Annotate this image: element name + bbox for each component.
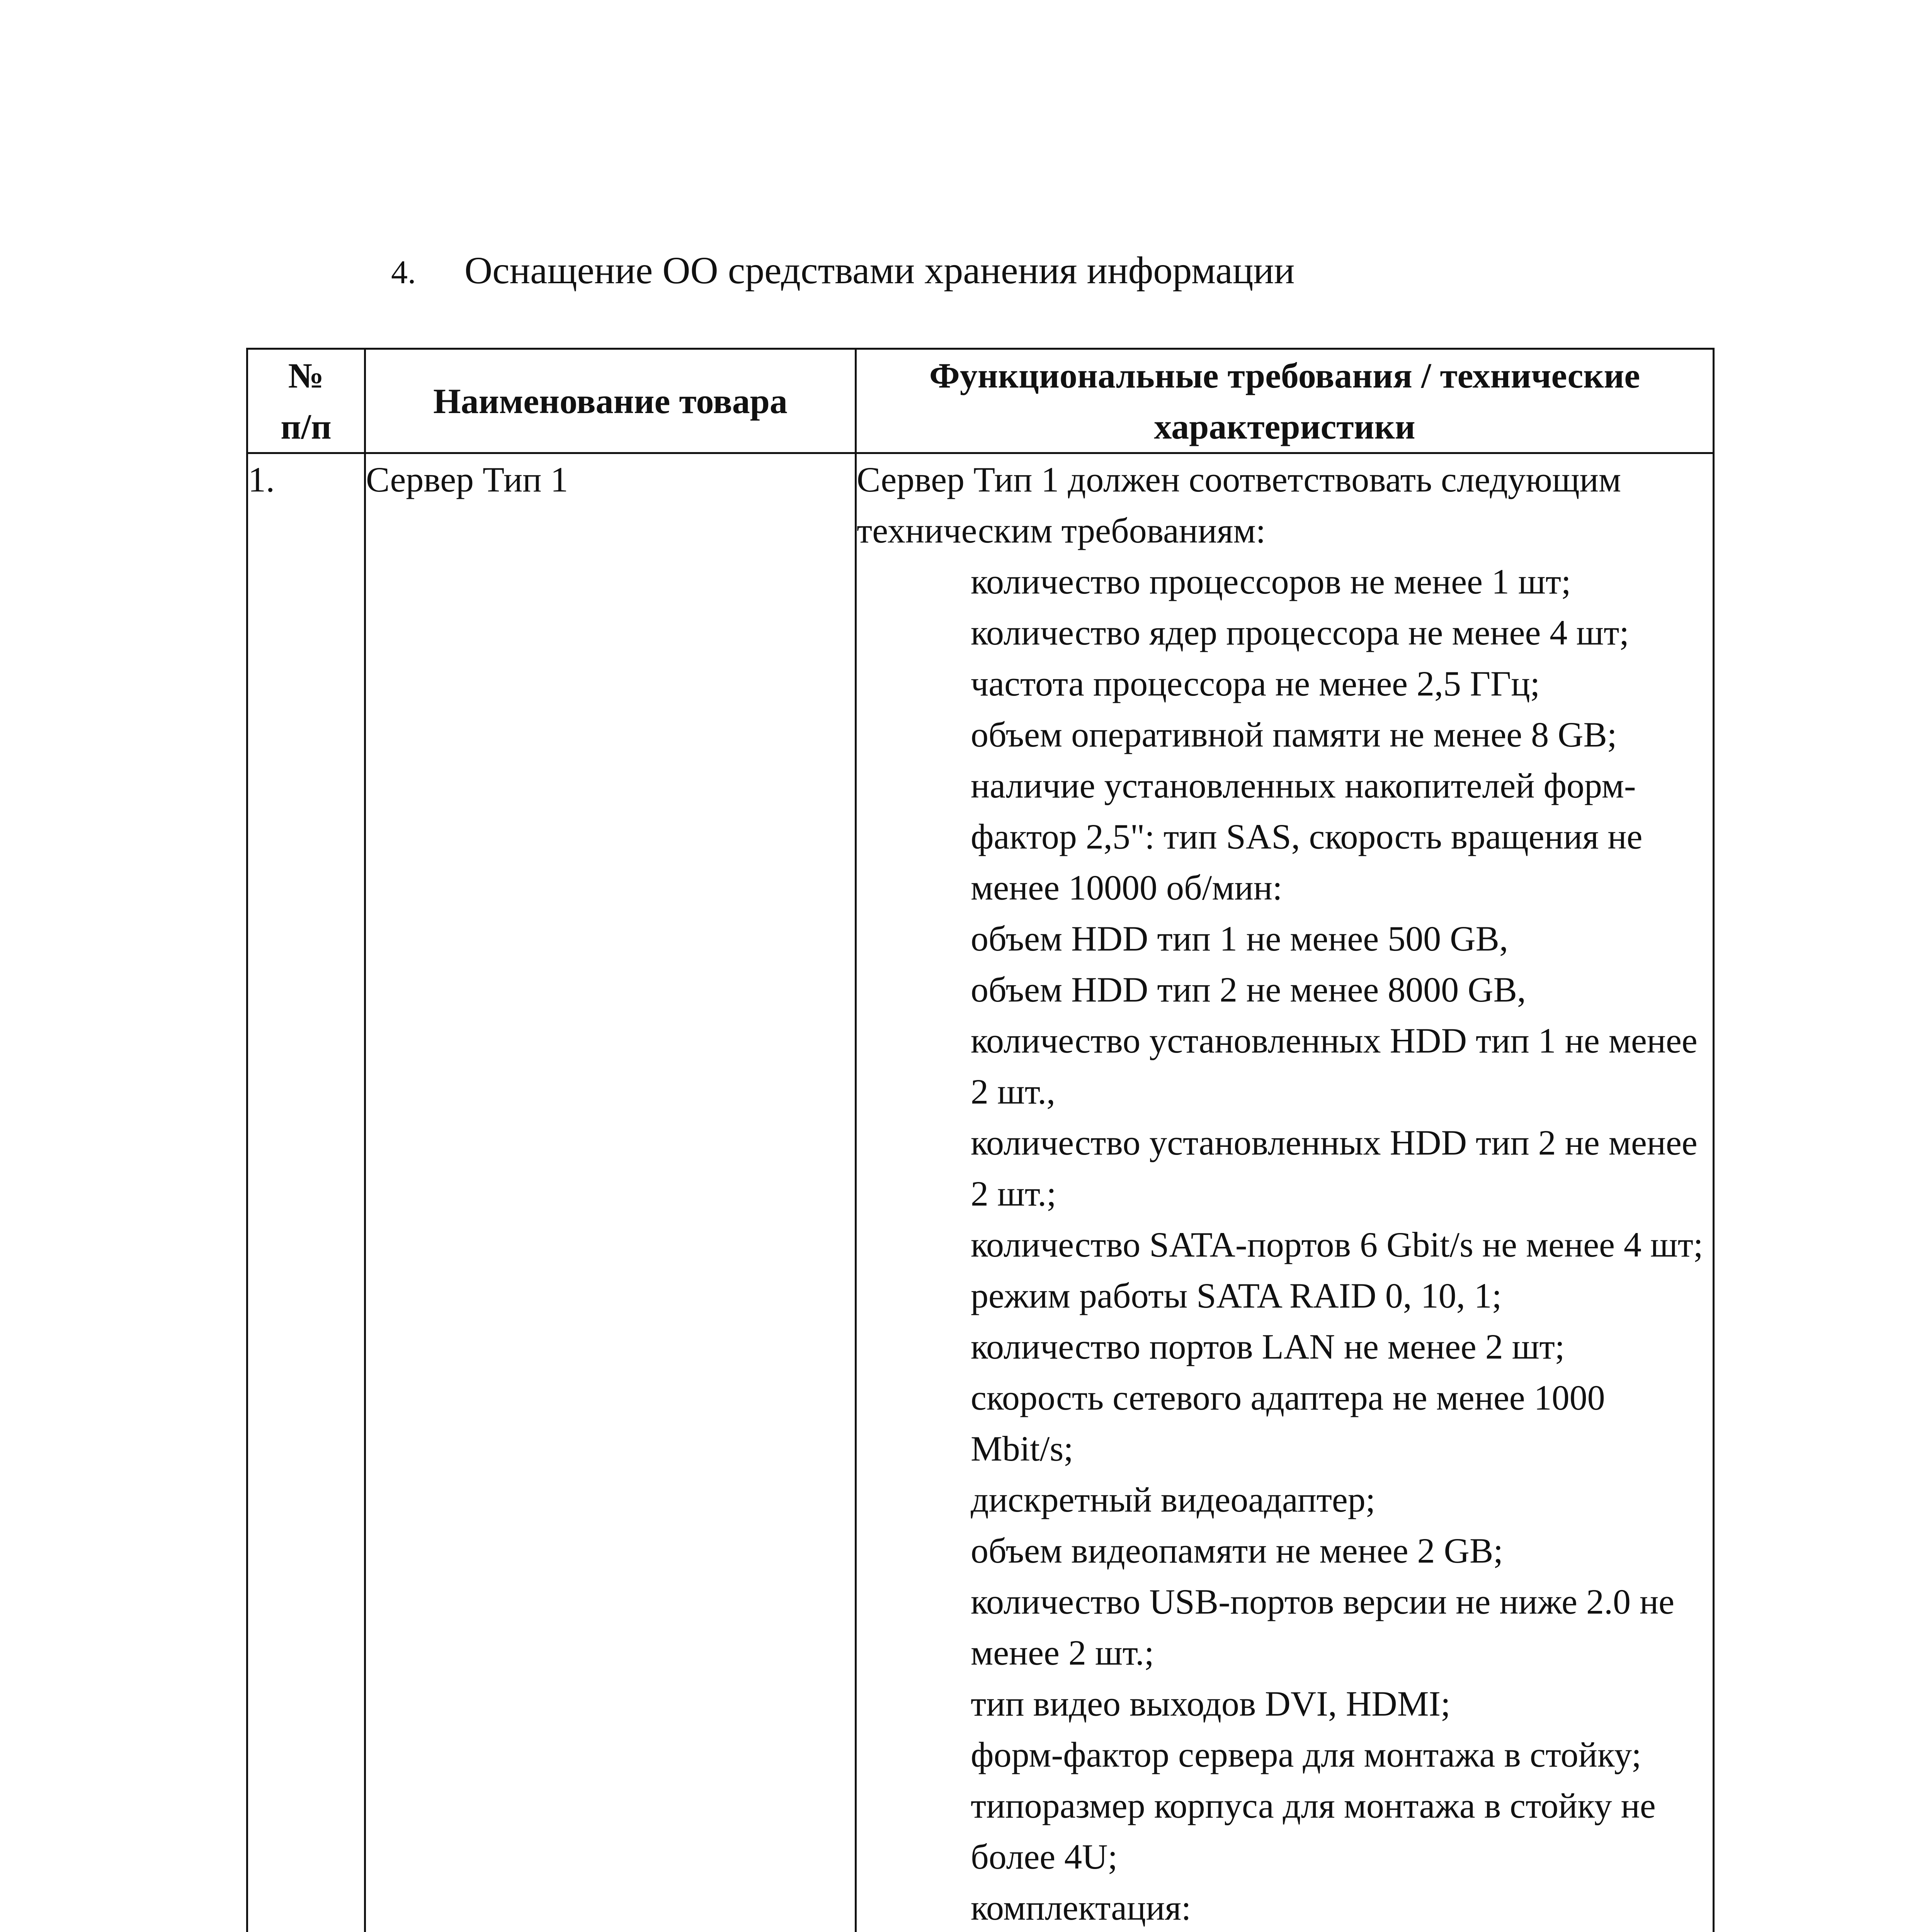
section-heading <box>391 243 1295 299</box>
requirement-item: количество процессоров не менее 1 шт; <box>971 562 1571 601</box>
table-row <box>247 453 1714 1932</box>
requirement-item: количество SATA-портов 6 Gbit/s не менее 4 шт; <box>971 1225 1703 1264</box>
header-number <box>247 349 365 453</box>
requirement-item: форм-фактор сервера для монтажа в стойку; <box>971 1735 1642 1774</box>
section-title: Оснащение ОО средствами хранения информации <box>464 249 1295 292</box>
header-number-abbrev: п/п <box>281 406 332 446</box>
requirement-item: дискретный видеоадаптер; <box>971 1480 1376 1519</box>
row-requirements <box>856 453 1714 1932</box>
requirements-intro: Сервер Тип 1 должен соответствовать следующим техническим требованиям: <box>857 460 1621 550</box>
requirement-item: тип видео выходов DVI, HDMI; <box>971 1684 1451 1723</box>
requirement-item: наличие установленных накопителей форм-фактор 2,5": тип SAS, скорость вращения не менее 10000 об/мин: <box>971 766 1643 907</box>
requirement-item: режим работы SATA RAID 0, 10, 1; <box>971 1276 1502 1315</box>
requirements-list <box>857 556 1713 1932</box>
requirement-item: объем HDD тип 1 не менее 500 GB, <box>971 919 1508 958</box>
row-product-name: Сервер Тип 1 <box>365 453 856 1932</box>
requirement-item: объем HDD тип 2 не менее 8000 GB, <box>971 970 1526 1009</box>
requirement-item: комплектация: <box>971 1888 1191 1927</box>
requirement-item: объем видеопамяти не менее 2 GB; <box>971 1531 1503 1570</box>
row-number: 1. <box>247 453 365 1932</box>
requirement-item: скорость сетевого адаптера не менее 1000 Mbit/s; <box>971 1378 1605 1468</box>
header-requirements: Функциональные требования / технические характеристики <box>856 349 1714 453</box>
header-product-name: Наименование товара <box>365 349 856 453</box>
requirement-item: количество установленных HDD тип 1 не менее 2 шт., <box>971 1021 1698 1111</box>
section-number: 4. <box>391 253 416 291</box>
requirement-item: типоразмер корпуса для монтажа в стойку не более 4U; <box>971 1786 1656 1876</box>
table-header-row <box>247 349 1714 453</box>
requirement-item: объем оперативной памяти не менее 8 GB; <box>971 715 1617 754</box>
requirement-item: частота процессора не менее 2,5 ГГц; <box>971 664 1540 703</box>
specification-table <box>246 348 1715 1932</box>
requirement-item: количество установленных HDD тип 2 не менее 2 шт.; <box>971 1123 1698 1213</box>
requirement-item: количество USB-портов версии не ниже 2.0 не менее 2 шт.; <box>971 1582 1675 1672</box>
header-number-symbol: № <box>288 355 324 395</box>
requirement-item: количество портов LAN не менее 2 шт; <box>971 1327 1565 1366</box>
requirement-item: количество ядер процессора не менее 4 шт; <box>971 613 1629 652</box>
